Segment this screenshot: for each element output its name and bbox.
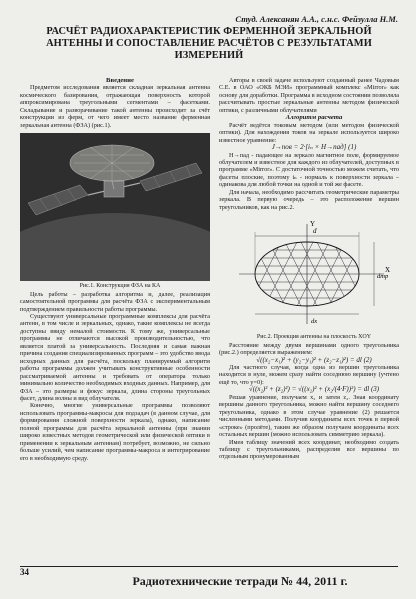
algorithm-heading: Алгоритм расчета: [285, 114, 343, 122]
right-paragraph-3: H→пад - падающее на зеркало магнитное поле, формируемое облучателем и известное для каждого из облучателей, доступных в программе «Mirror». С достаточной точностью можем считать, что фасеты плоские, поэтому iₙ - нормаль к поверхности зеркала – одинакова для любой точки на одной и той же фасете.: [219, 151, 399, 189]
left-paragraph-3: Существуют универсальные программные комплексы для расчёта антенн, в том числе и зеркальных, однако, такие комплексы не всегда доступны ввиду немалой стоимости. К тому же, универсальные программы не отличаются высокой производительностью, что является платой за универсальность. Последняя и самая важная причина создания специализированных программ – это удобство ввода исходных данных для расчёта, поскольку планируемый алгоритм работы программы должен учитывать конструктивные особенности рассматриваемой антенны и требовать от оператора только минимально количество необходимых входных данных. Например, для ФЗА – это размеры и фокус зеркала, длина стороны треугольных фасет, длина волны и вид облучателя.: [20, 312, 210, 402]
right-paragraph-7: Решая уравнение, получаем x₂ и затем z₂. Зная координату вершины данного треугольника, можно найти вершину соседнего треугольника, однако в этом случае уравнение (2) решается численными методами. Получив координаты всех точек в первой «строке» (пролёте), таким же образом получаем координаты всех остальных вершин (можно использовать симметрию зеркала).: [219, 393, 399, 439]
footer-rule: [20, 566, 398, 567]
figure-1-satellite-image: [20, 133, 210, 281]
label-x: X: [385, 266, 391, 275]
journal-title: Радиотехнические тетради № 44, 2011 г.: [132, 574, 348, 588]
satellite-illustration: [20, 133, 210, 281]
figure-2-caption: Рис.2. Проекция антенны на плоскость XOY: [256, 334, 372, 341]
formula-1: J→пов = 2·[iₙ × H→пад] (1): [271, 143, 357, 152]
left-paragraph-1: Предметом исследования является складная зеркальная антенна космического базирования, отражающая поверхность которой аппроксимирована треугольными сегментами – фасетками. Складывание и разворачивание такой антенны происходит за счёт конструкции из ферм, от чего имеет место название ферменная зеркальная антенна (ФЗА) (рис.1).: [20, 84, 210, 129]
page-number: 34: [20, 567, 29, 577]
article-title: РАСЧЁТ РАДИОХАРАКТЕРИСТИК ФЕРМЕННОЙ ЗЕРКАЛЬНОЙ АНТЕННЫ И СОПОСТАВЛЕНИЕ РАСЧЁТОВ С РЕЗУЛЬТАТАМИ ИЗМЕРЕНИЙ: [46, 26, 372, 61]
authors: Студ. Алексанян А.А., с.н.с. Фейзулла Н.М.: [235, 14, 398, 24]
right-paragraph-8: Имея таблицу значений всех координат, необходимо создать таблицу с треугольниками, распределив все вершины по отдельным пронумерованным: [219, 438, 399, 461]
label-dtr: dтр: [377, 273, 389, 281]
right-paragraph-2: Расчёт ведётся токовым методом (или методом физической оптики). Для нахождения токов на зеркале используется широко известное уравнение:: [219, 121, 399, 144]
left-paragraph-2: Цель работы – разработка алгоритма и, далее, реализация самостоятельной программы для расчёта ФЗА с экспериментальным подтверждением правильности работы программы.: [20, 290, 210, 313]
right-column: [219, 77, 399, 461]
intro-heading: Введение: [106, 77, 134, 84]
figure-2-projection-diagram: [219, 214, 399, 334]
figure-1-caption: Рис.1. Конструкция ФЗА на КА: [79, 283, 161, 290]
right-paragraph-1: Авторы в своей задаче используют созданный ранее Чадовым С.Е. в ОАО «ОКБ МЭИ» программный комплекс «Mirror» как основу для доработки. Программа в исходном состоянии позволяла рассчитывать простые зеркальные антенны методом физической оптики, с различными облучателями: [219, 77, 399, 114]
formula-2: √((x₂−x₁)² + (y₂−y₁)² + (z₂−z₁)²) = dl (2): [256, 355, 372, 364]
formula-3: √((x₂)² + (z₂)²) = √((x₂)² + (x₂/(4·F))²) = dl (3): [248, 385, 380, 394]
label-y: Y: [310, 220, 316, 229]
right-paragraph-4: Для начала, необходимо рассчитать геометрические параметры зеркала. В первую очередь – это расположение вершин треугольников, как на рис.2.: [219, 188, 399, 211]
label-d: d: [313, 227, 317, 236]
left-column: [20, 77, 210, 462]
left-paragraph-4: Конечно, многие универсальные программы позволяют использовать программы-макросы для подзадач (в данном случае, для формирования сложной поверхности зеркала), однако, написание полной программы для расчёта зеркальной антенны (при знании широко известных методов геометрической или физической оптики в применении к зеркальным антеннам) потребует, возможно, не сильно больше усилий, чем написание программы-макроса и интегрирование его в необходимую среду.: [20, 402, 210, 462]
right-paragraph-5: Расстояние между двумя вершинами одного треугольника (рис.2.) определяется выражением:: [219, 341, 399, 357]
right-paragraph-6: Для частного случая, когда одна из вершин треугольника находится в нуле, можем сразу найти соседнюю вершину (учтено ещё то, что y=0):: [219, 363, 399, 386]
label-dx: dx: [311, 318, 318, 326]
